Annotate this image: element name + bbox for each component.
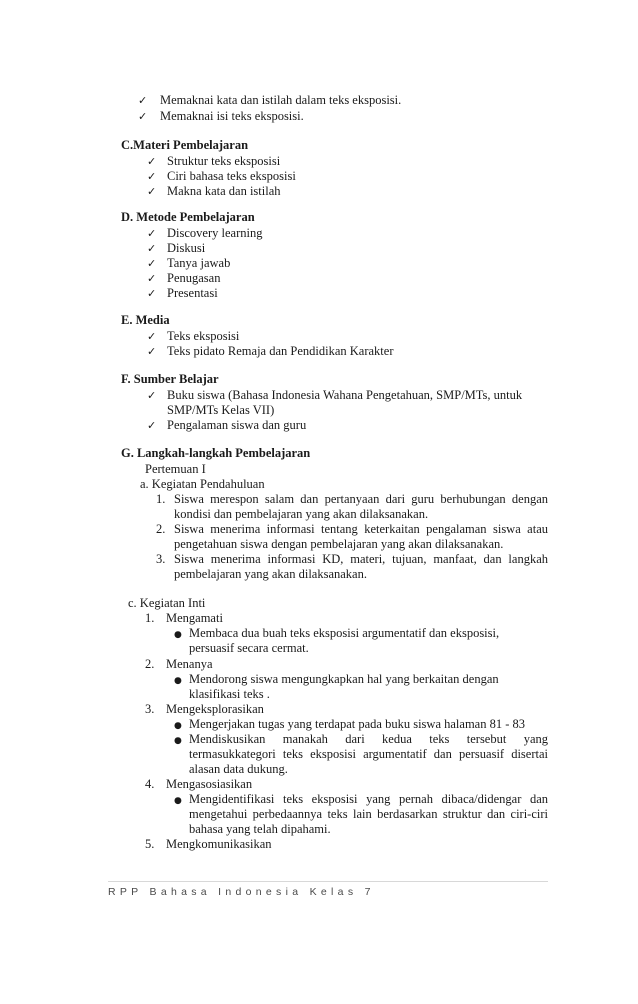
step-number: 1. [145,611,155,625]
check-icon: ✓ [147,155,157,168]
list-item: Mengerjakan tugas yang terdapat pada buku siswa halaman 81 - 83 [189,717,526,731]
meeting-label: Pertemuan I [145,462,206,476]
list-item: Siswa menerima informasi tentang keterkaitan pengalaman siswa atau [174,522,548,536]
step-number: 2. [145,657,155,671]
bullet-icon: ● [174,796,182,806]
list-item: Memaknai kata dan istilah dalam teks eksposisi. [160,93,402,107]
step-number: 4. [145,777,155,791]
step-number: 3. [145,702,155,716]
check-icon: ✓ [147,185,157,198]
list-item-continuation: bahasa yang telah dipahami. [189,822,331,836]
check-icon: ✓ [138,110,148,123]
list-item: Teks pidato Remaja dan Pendidikan Karakter [167,344,394,358]
subsection-title: a. Kegiatan Pendahuluan [140,477,265,491]
subsection-title: c. Kegiatan Inti [128,596,206,610]
list-item: Siswa merespon salam dan pertanyaan dari guru berhubungan dengan [174,492,548,506]
list-item: Diskusi [167,241,206,255]
section-heading-langkah: G. Langkah-langkah Pembelajaran [121,446,311,460]
check-icon: ✓ [147,389,157,402]
list-item: Penugasan [167,271,221,285]
section-heading-metode: D. Metode Pembelajaran [121,210,255,224]
item-number: 2. [156,522,166,536]
check-icon: ✓ [147,287,157,300]
section-heading-media: E. Media [121,313,170,327]
section-heading-sumber: F. Sumber Belajar [121,372,219,386]
list-item: Buku siswa (Bahasa Indonesia Wahana Pengetahuan, SMP/MTs, untuk [167,388,523,402]
bullet-icon: ● [174,676,182,686]
list-item-continuation: pembelajaran yang akan dilaksanakan. [174,567,367,581]
bullet-icon: ● [174,630,182,640]
list-item-continuation: alasan data dukung. [189,762,288,776]
footer-divider [108,881,548,882]
list-item: Mendorong siswa mengungkapkan hal yang berkaitan dengan [189,672,499,686]
list-item: Teks eksposisi [167,329,240,343]
check-icon: ✓ [147,345,157,358]
list-item: Memaknai isi teks eksposisi. [160,109,304,123]
list-item-continuation: SMP/MTs Kelas VII) [167,403,275,417]
check-icon: ✓ [147,330,157,343]
list-item-continuation: mengetahui perbedaannya teks lain berdasarkan struktur dan ciri-ciri [189,807,548,821]
list-item: Struktur teks eksposisi [167,154,281,168]
list-item: Membaca dua buah teks eksposisi argumentatif dan eksposisi, [189,626,500,640]
check-icon: ✓ [147,242,157,255]
step-label: Menanya [166,657,213,671]
list-item-continuation: pengetahuan siswa dengan pembelajaran yang akan dilaksanakan. [174,537,504,551]
check-icon: ✓ [147,272,157,285]
bullet-icon: ● [174,736,182,746]
step-label: Mengkomunikasikan [166,837,272,851]
list-item: Makna kata dan istilah [167,184,281,198]
check-icon: ✓ [147,227,157,240]
list-item: Tanya jawab [167,256,231,270]
list-item: Pengalaman siswa dan guru [167,418,307,432]
list-item: Mendiskusikan manakah dari kedua teks tersebut yang [189,732,548,746]
list-item: Mengidentifikasi teks eksposisi yang pernah dibaca/didengar dan [189,792,548,806]
step-number: 5. [145,837,155,851]
check-icon: ✓ [147,257,157,270]
check-icon: ✓ [147,419,157,432]
list-item: Siswa menerima informasi KD, materi, tujuan, manfaat, dan langkah [174,552,548,566]
bullet-icon: ● [174,721,182,731]
list-item: Ciri bahasa teks eksposisi [167,169,296,183]
list-item: Presentasi [167,286,218,300]
page-footer: RPP Bahasa Indonesia Kelas 7 [108,886,375,898]
list-item-continuation: klasifikasi teks . [189,687,270,701]
section-heading-materi: C.Materi Pembelajaran [121,138,249,152]
item-number: 1. [156,492,166,506]
check-icon: ✓ [147,170,157,183]
list-item-continuation: persuasif secara cermat. [189,641,309,655]
check-icon: ✓ [138,94,148,107]
step-label: Mengasosiasikan [166,777,253,791]
step-label: Mengamati [166,611,223,625]
step-label: Mengeksplorasikan [166,702,264,716]
list-item: Discovery learning [167,226,263,240]
item-number: 3. [156,552,166,566]
list-item-continuation: termasukkategori teks eksposisi argumentatif dan persuasif disertai [189,747,548,761]
list-item-continuation: kondisi dan pembelajaran yang akan dilaksanakan. [174,507,429,521]
